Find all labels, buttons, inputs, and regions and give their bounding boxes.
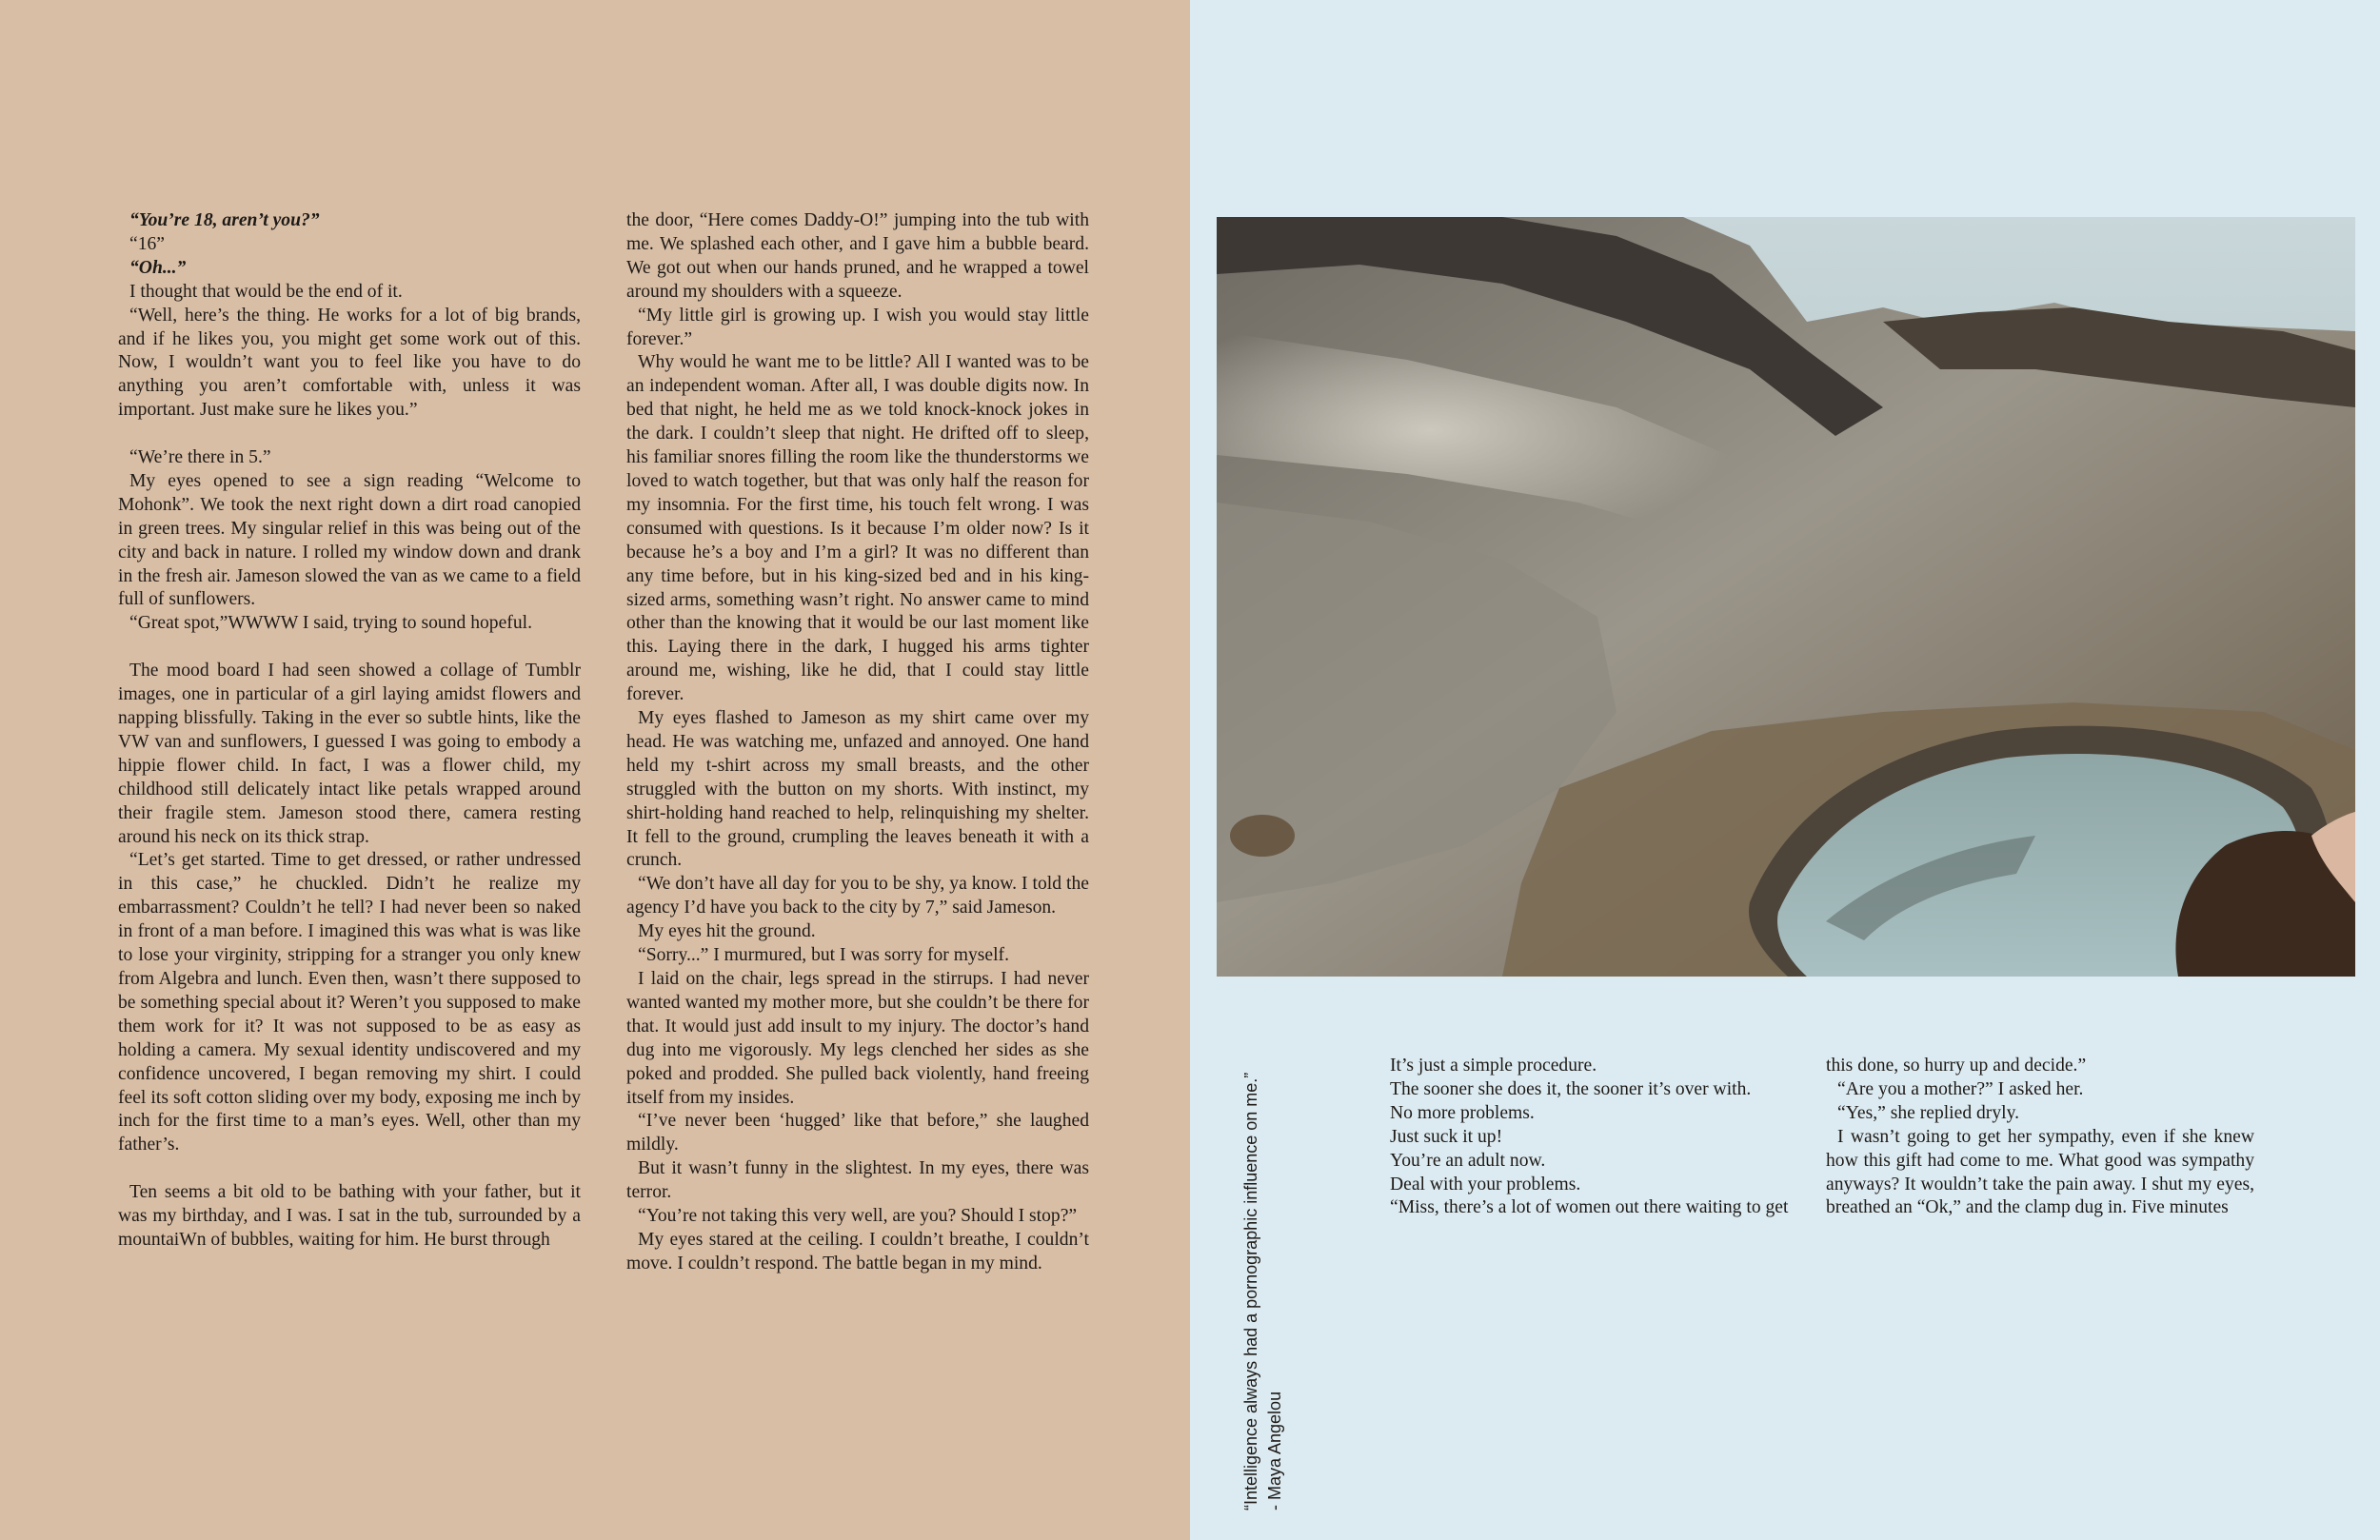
paragraph: My eyes flashed to Jameson as my shirt came over my head. He was watching me, unfazed and annoyed. One hand held my t-shirt across my small breasts, and the other struggled with the button on my shorts. With instinct, my shirt-holding hand reached to help, relinquishing my shelter. It fell to the ground, crumpling the leaves beneath it with a crunch.: [626, 708, 1089, 871]
photo-illustration: [1217, 217, 2355, 977]
paragraph: the door, “Here comes Daddy-O!” jumping into the tub with me. We splashed each other, and I gave him a bubble beard. We got out when our hands pruned, and he wrapped a towel around my shoulders with a squeeze.: [626, 210, 1089, 302]
paragraph: “Oh...”: [129, 257, 187, 278]
paragraph: Ten seems a bit old to be bathing with your father, but it was my birthday, and I was. I sat in the tub, surrounded by a mountaiWn of bubbles, waiting for him. He burst through: [118, 1182, 581, 1250]
paragraph: No more problems.: [1390, 1102, 1535, 1123]
paragraph: “Yes,” she replied dryly.: [1837, 1102, 2019, 1123]
text-column-2: [626, 209, 1089, 1276]
paragraph: “Let’s get started. Time to get dressed, or rather undressed in this case,” he chuckled. Didn’t he realize my embarrassment? Couldn’t he tell? I had never been so naked in front of a man before. I imagined this was what is was like to lose your virginity, stripping for a stranger you only knew from Algebra and lunch. Even then, wasn’t there supposed to be something special about it? Weren’t you supposed to make them work for it? It was not supposed to be as easy as holding a camera. My sexual identity undiscovered and my confidence uncovered, I began removing my shirt. I could feel its soft cotton sliding over my body, exposing me inch by inch for the first time to a man’s eyes. Well, other than my father’s.: [118, 850, 581, 1155]
paragraph: “Are you a mother?” I asked her.: [1837, 1078, 2084, 1099]
paragraph: Why would he want me to be little? All I wanted was to be an independent woman. After all, I was double digits now. In bed that night, he held me as we told knock-knock jokes in the dark. I couldn’t sleep that night. He drifted off to sleep, his familiar snores filling the room like the thunderstorms we loved to watch together, but that was only half the reason for my insomnia. For the first time, his touch felt wrong. I was consumed with questions. Is it because I’m older now? Is it because he’s a boy and I’m a girl? It was no different than any time before, but in his king-sized bed and in his king-sized arms, something wasn’t right. No answer came to mind other than the knowing that it would be our last moment like this. Laying there in the dark, I hugged his arms tighter around me, wishing, like he did, that I could stay little forever.: [626, 352, 1089, 705]
paragraph: The mood board I had seen showed a collage of Tumblr images, one in particular of a girl laying amidst flowers and napping blissfully. Taking in the ever so subtle hints, like the VW van and sunflowers, I guessed I was going to embody a hippie flower child. In fact, I was a flower child, my childhood still delicately intact like petals wrapped around their fragile stem. Jameson stood there, camera resting around his neck on its thick strap.: [118, 661, 581, 847]
paragraph: You’re an adult now.: [1390, 1150, 1546, 1171]
paragraph: I laid on the chair, legs spread in the stirrups. I had never wanted wanted my mother more, but she couldn’t be there for that. It would just add insult to my injury. The doctor’s hand dug into me vigorously. My legs clenched her sides as she poked and prodded. She pulled back violently, hand freeing itself from my insides.: [626, 969, 1089, 1108]
paragraph: Deal with your problems.: [1390, 1174, 1581, 1194]
paragraph: this done, so hurry up and decide.”: [1826, 1056, 2087, 1076]
paragraph: Just suck it up!: [1390, 1126, 1503, 1147]
text-column-1: [118, 209, 581, 1253]
paragraph-gap: [118, 1157, 581, 1181]
paragraph: My eyes stared at the ceiling. I couldn’t breathe, I couldn’t move. I couldn’t respond. The battle began in my mind.: [626, 1229, 1089, 1273]
paragraph: I wasn’t going to get her sympathy, even if she knew how this gift had come to me. What good was sympathy anyways? It wouldn’t take the pain away. I shut my eyes, breathed an “Ok,” and the clamp dug in. Five minutes: [1826, 1126, 2254, 1218]
text-column-4: [1826, 1055, 2254, 1220]
paragraph: “I’ve never been ‘hugged’ like that before,” she laughed mildly.: [626, 1111, 1089, 1155]
quote-attribution: - Maya Angelou: [1265, 1391, 1284, 1510]
paragraph: My eyes opened to see a sign reading “Welcome to Mohonk”. We took the next right down a dirt road canopied in green trees. My singular relief in this was being out of the city and back in nature. I rolled my window down and drank in the fresh air. Jameson slowed the van as we came to a field full of sunflowers.: [118, 470, 581, 610]
paragraph: The sooner she does it, the sooner it’s over with.: [1390, 1078, 1752, 1099]
paragraph: “Sorry...” I murmured, but I was sorry for myself.: [638, 945, 1009, 966]
paragraph: “Great spot,”WWWW I said, trying to sound hopeful.: [129, 613, 532, 634]
pull-quote: [1240, 1073, 1287, 1510]
paragraph: But it wasn’t funny in the slightest. In my eyes, there was terror.: [626, 1158, 1089, 1203]
paragraph: “You’re 18, aren’t you?”: [129, 210, 320, 230]
paragraph: My eyes hit the ground.: [638, 921, 816, 942]
paragraph: I thought that would be the end of it.: [129, 281, 403, 302]
rocky-shore-tide-pool-photo: [1217, 217, 2355, 977]
paragraph: “Well, here’s the thing. He works for a lot of big brands, and if he likes you, you might get some work out of this. Now, I wouldn’t want you to feel like you have to do anything you aren’t comfortable with, unless it was important. Just make sure he likes you.”: [118, 305, 581, 421]
paragraph: “16”: [129, 233, 165, 254]
paragraph: “You’re not taking this very well, are you? Should I stop?”: [638, 1206, 1078, 1227]
paragraph-gap: [118, 423, 581, 446]
text-column-3: [1390, 1055, 1805, 1220]
paragraph: “We’re there in 5.”: [129, 447, 271, 468]
quote-text: “Intelligence always had a pornographic influence on me.”: [1241, 1072, 1260, 1510]
paragraph: It’s just a simple procedure.: [1390, 1056, 1597, 1076]
paragraph: “My little girl is growing up. I wish you would stay little forever.”: [626, 305, 1089, 349]
paragraph: “We don’t have all day for you to be shy, ya know. I told the agency I’d have you back to the city by 7,” said Jameson.: [626, 874, 1089, 918]
paragraph: “Miss, there’s a lot of women out there waiting to get: [1390, 1197, 1789, 1218]
paragraph-gap: [118, 636, 581, 660]
